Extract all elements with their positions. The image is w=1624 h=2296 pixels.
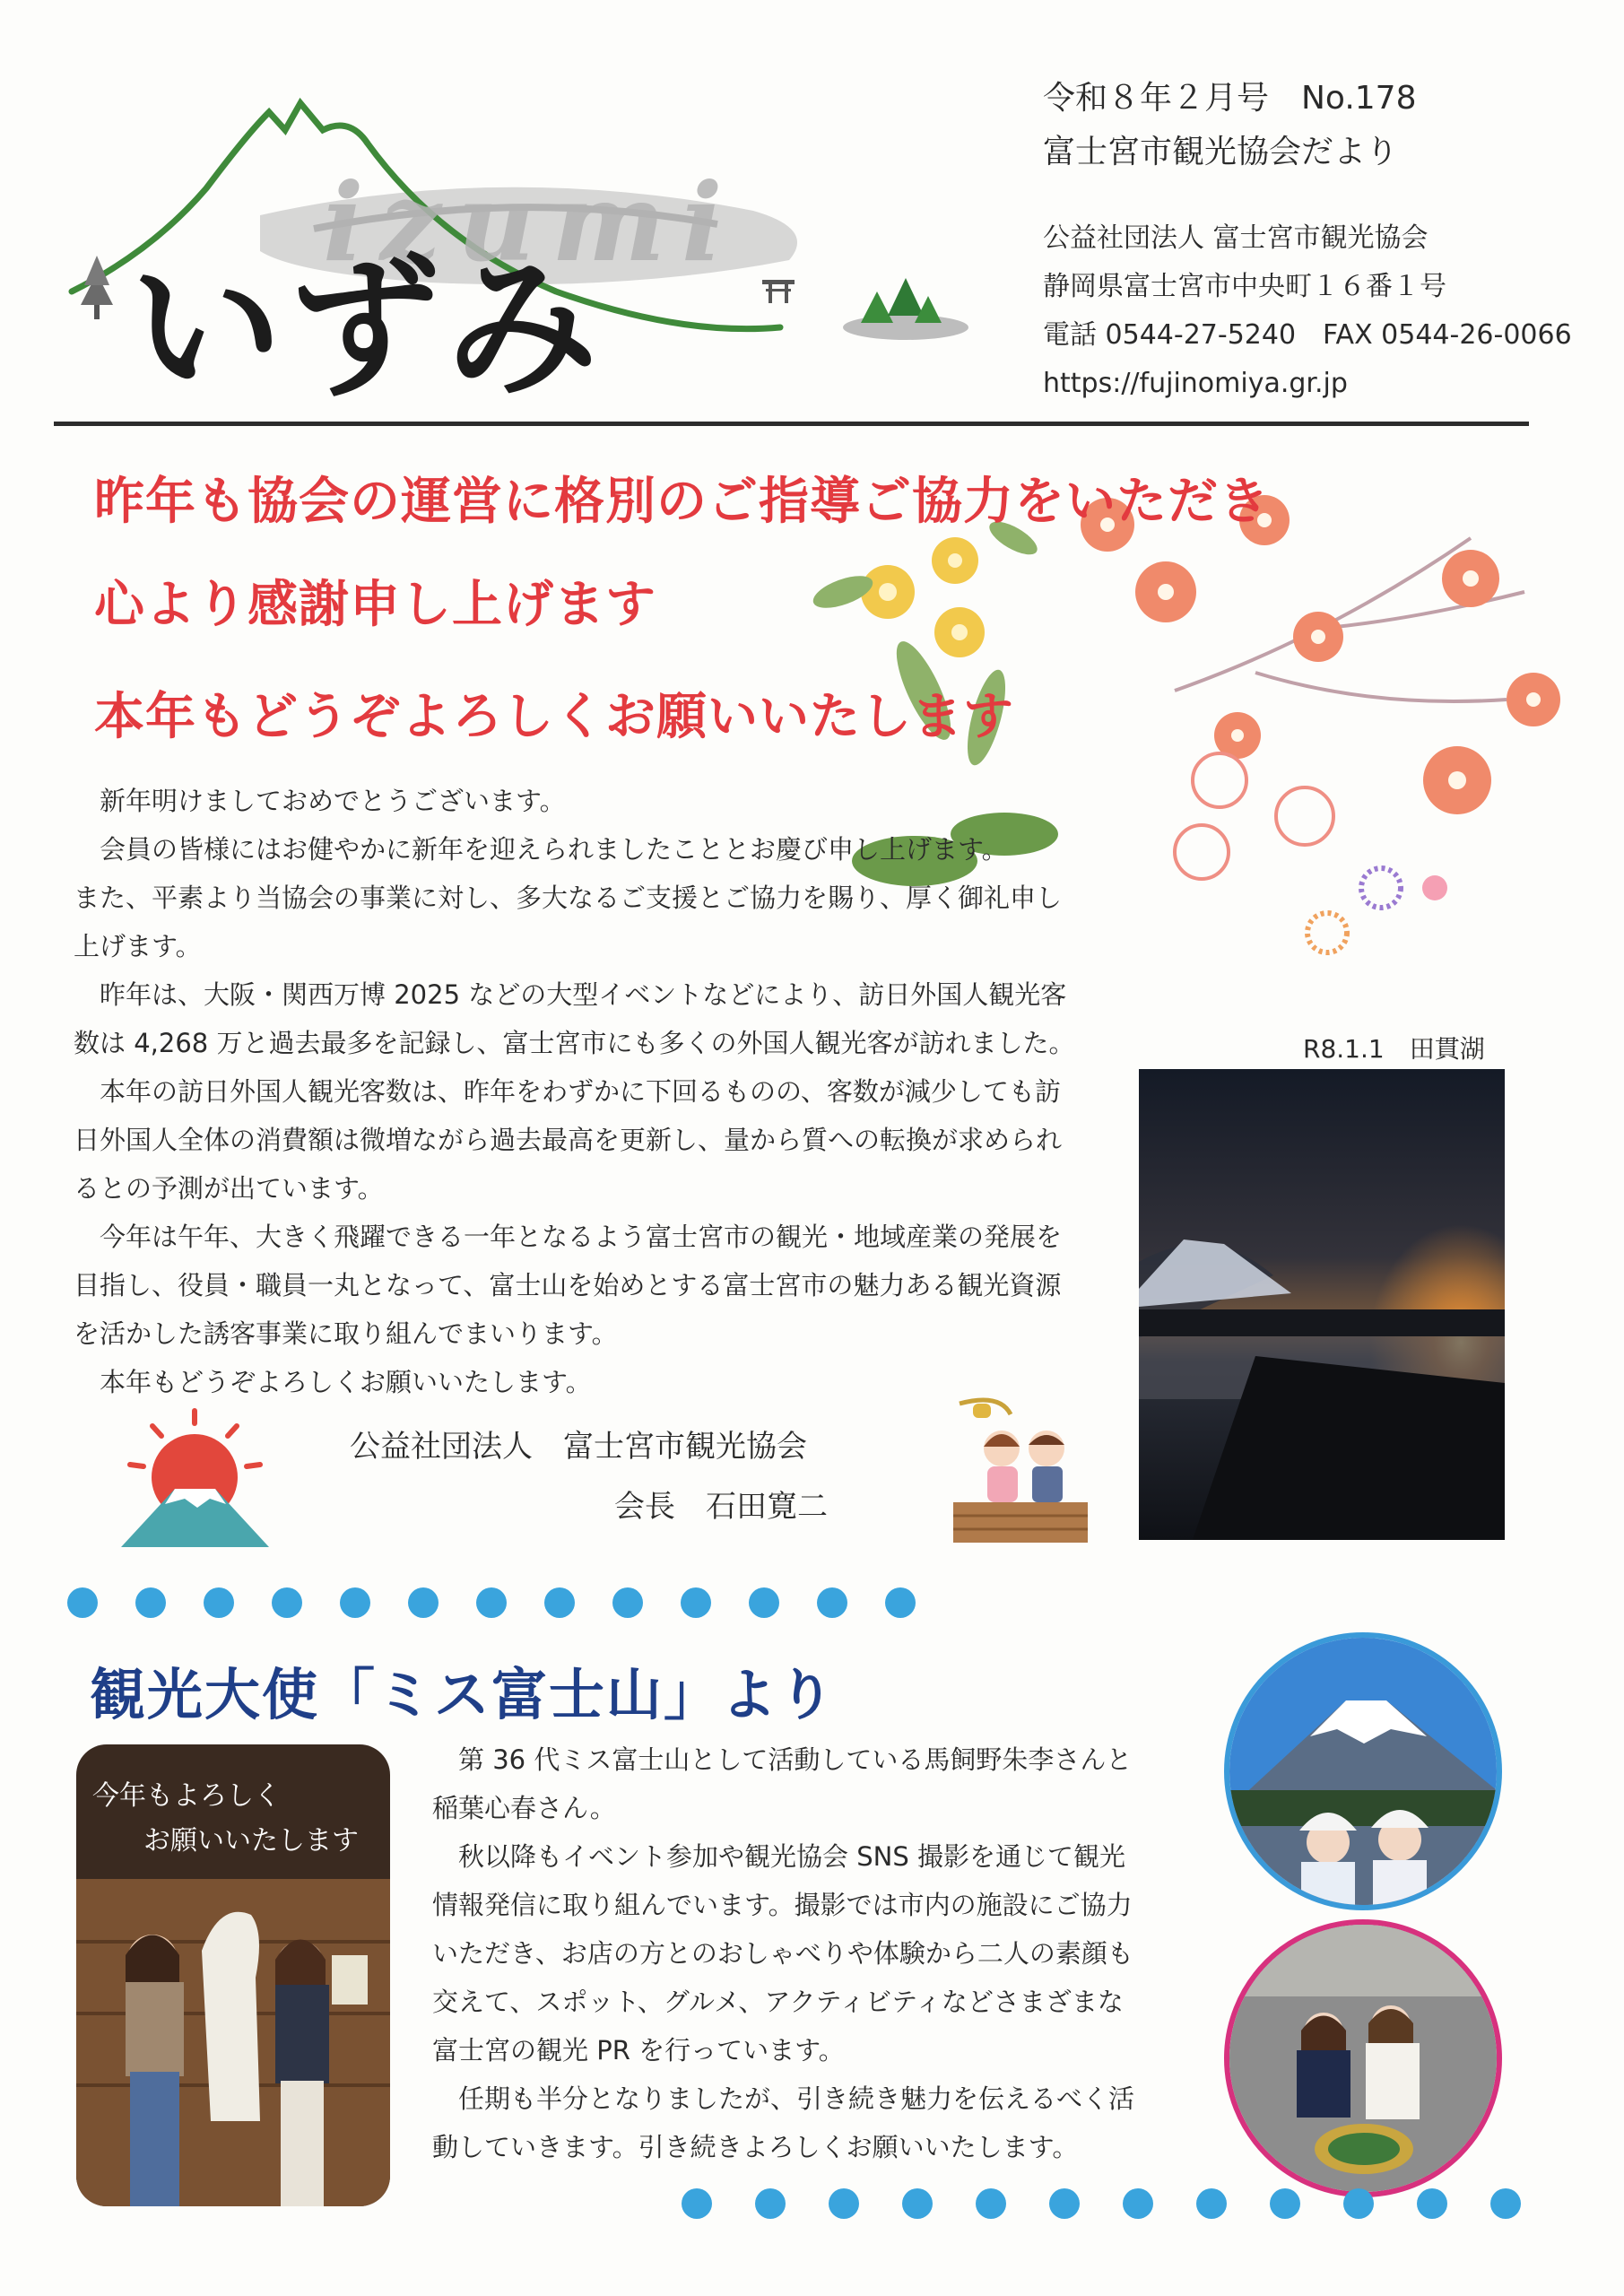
dot-divider-top (67, 1587, 916, 1618)
manhole-photo-image (1229, 1925, 1497, 2192)
miss-fuji-line: 情報発信に取り組んでいます。撮影では市内の施設にご協力 (432, 1890, 1133, 1920)
miss-fuji-line: いただき、お店の方とのおしゃべりや体験から二人の素顔も (432, 1938, 1133, 1969)
signature-org: 公益社団法人 富士宮市観光協会 (350, 1429, 807, 1465)
greeting-line: 本年の訪日外国人観光客数は、昨年をわずかに下回るものの、客数が減少しても訪 (74, 1076, 1061, 1107)
dot-divider-bottom (682, 2188, 1521, 2219)
miss-fuji-horse-photo (76, 1744, 390, 2206)
horse-photo-text-2: お願いいたします (143, 1825, 359, 1857)
org-url[interactable]: https://fujinomiya.gr.jp (1043, 368, 1348, 399)
miss-fuji-line: 交えて、スポット、グルメ、アクティビティなどさまざまな (432, 1987, 1124, 2017)
greeting-line: 上げます。 (74, 931, 202, 961)
greeting-line: るとの予測が出ています。 (74, 1173, 384, 1204)
header-divider (54, 422, 1529, 426)
greeting-line: また、平素より当協会の事業に対し、多大なるご支援とご協力を賜り、厚く御礼申し (74, 883, 1063, 913)
greeting-line: 本年もどうぞよろしくお願いいたします。 (74, 1367, 592, 1397)
dot (885, 1587, 916, 1618)
dot (749, 1587, 779, 1618)
miss-fuji-line: 第 36 代ミス富士山として活動している馬飼野朱李さんと (432, 1744, 1133, 1775)
dot (204, 1587, 234, 1618)
greeting-line: 日外国人全体の消費額は微増ながら過去最高を更新し、量から質への転換が求められ (74, 1125, 1063, 1155)
fuji-photo-image (1229, 1638, 1497, 1905)
greeting-line: 会員の皆様にはお健やかに新年を迎えられましたこととお慶び申し上げます。 (74, 834, 1008, 865)
dot (1049, 2188, 1080, 2219)
manhole-circle-photo (1224, 1919, 1502, 2197)
dot (408, 1587, 439, 1618)
greeting-line: を活かした誘客事業に取り組んでまいります。 (74, 1318, 618, 1349)
dot (817, 1587, 847, 1618)
horse-photo-image (76, 1744, 390, 2206)
newsletter-subtitle: 富士宮市観光協会だより (1043, 134, 1399, 170)
torii-icon (762, 280, 795, 303)
greeting-line: 目指し、役員・職員一丸となって、富士山を始めとする富士宮市の魅力ある観光資源 (74, 1270, 1062, 1300)
greeting-headline-2: 心より感謝申し上げます (94, 576, 656, 634)
dot (67, 1587, 98, 1618)
new-year-couple-icon (946, 1395, 1094, 1547)
dot (976, 2188, 1006, 2219)
greeting-headline-1: 昨年も協会の運営に格別のご指導ご協力をいただき (94, 473, 1270, 531)
dot (340, 1587, 370, 1618)
miss-fuji-body (432, 1735, 1134, 2171)
miss-fuji-line: 富士宮の観光 PR を行っています。 (432, 2035, 845, 2066)
dot (1417, 2188, 1447, 2219)
izumi-logo (54, 81, 977, 404)
signature-name: 会長 石田寛二 (614, 1489, 828, 1525)
org-address: 静岡県富士宮市中央町１６番１号 (1043, 271, 1446, 302)
horse-photo-text-1: 今年もよろしく (92, 1780, 281, 1812)
org-phone-fax: 電話 0544-27-5240 FAX 0544-26-0066 (1043, 319, 1572, 351)
dot (612, 1587, 643, 1618)
sunrise-fuji-icon (117, 1404, 274, 1552)
dot (544, 1587, 575, 1618)
greeting-line: 今年は午年、大きく飛躍できる一年となるよう富士宮市の観光・地域産業の発展を (74, 1222, 1063, 1252)
dot (755, 2188, 786, 2219)
lake-sunset-photo (1139, 1069, 1505, 1540)
dot (135, 1587, 166, 1618)
logo-title: いずみ (130, 240, 604, 404)
dot (902, 2188, 933, 2219)
greeting-line: 新年明けましておめでとうございます。 (74, 786, 566, 816)
section-title: 観光大使「ミス富士山」より (90, 1662, 837, 1727)
miss-fuji-line: 秋以降もイベント参加や観光協会 SNS 撮影を通じて観光 (432, 1841, 1125, 1872)
miss-fuji-line: 任期も半分となりましたが、引き続き魅力を伝えるべく活 (432, 2083, 1135, 2114)
dot (829, 2188, 859, 2219)
miss-fuji-line: 動していきます。引き続きよろしくお願いいたします。 (432, 2132, 1079, 2162)
greeting-line: 数は 4,268 万と過去最多を記録し、富士宮市にも多くの外国人観光客が訪れました。 (74, 1028, 1075, 1058)
dot (1490, 2188, 1521, 2219)
dot (1123, 2188, 1153, 2219)
dot (1270, 2188, 1300, 2219)
greeting-headline-3: 本年もどうぞよろしくお願いいたします (94, 688, 1014, 746)
logo-roman-text: izumi (323, 160, 739, 286)
dot (681, 1587, 711, 1618)
miss-fuji-line: 稲葉心春さん。 (432, 1793, 616, 1823)
greeting-body (74, 777, 1074, 1406)
photo-caption: R8.1.1 田貫湖 (1303, 1034, 1485, 1064)
dot (682, 2188, 712, 2219)
dot (272, 1587, 302, 1618)
org-name: 公益社団法人 富士宮市観光協会 (1043, 222, 1429, 254)
dot (1196, 2188, 1227, 2219)
dot (1343, 2188, 1374, 2219)
greeting-line: 昨年は、大阪・関西万博 2025 などの大型イベントなどにより、訪日外国人観光客 (74, 979, 1067, 1010)
mount-fuji-circle-photo (1224, 1632, 1502, 1910)
dot (476, 1587, 507, 1618)
issue-number: 令和８年２月号 No.178 (1043, 80, 1417, 117)
